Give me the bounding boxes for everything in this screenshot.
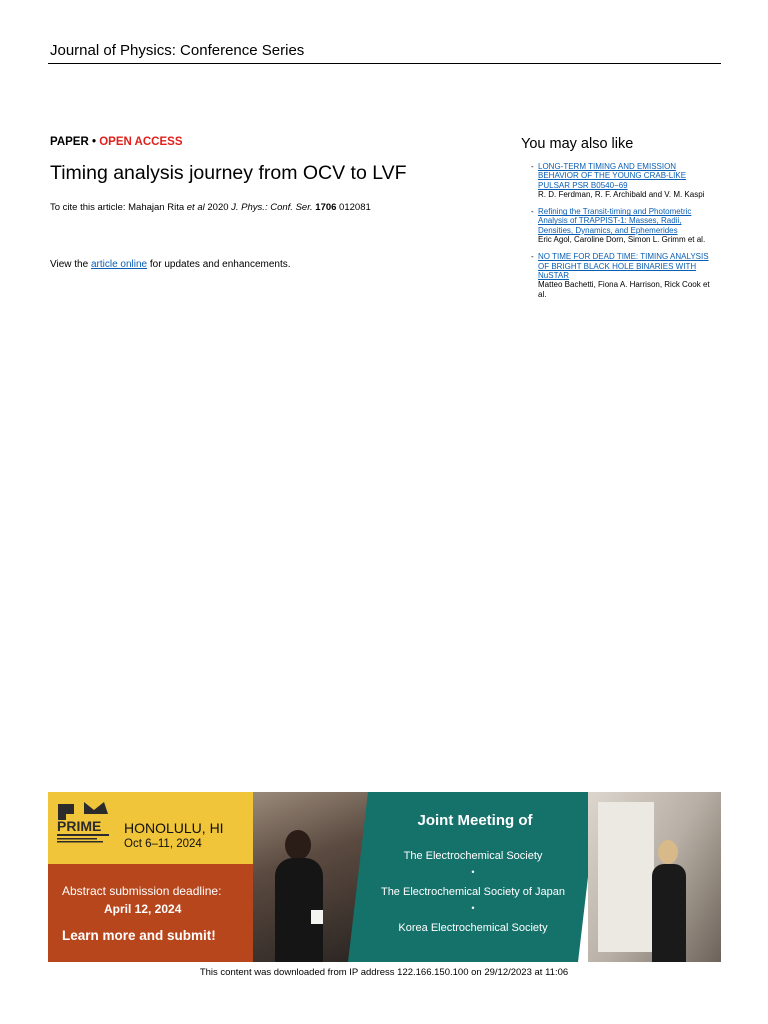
attendee-badge <box>311 910 323 924</box>
list-dash: - <box>531 162 534 171</box>
banner-deadline: April 12, 2024 <box>104 902 182 916</box>
view-online-line <box>50 259 291 270</box>
related-item-authors: Eric Agol, Caroline Dorn, Simon L. Grimm et al. <box>538 235 706 245</box>
cite-year: 2020 <box>204 202 232 213</box>
related-item-authors: Matteo Bachetti, Fiona A. Harrison, Rick Cook et al. <box>538 280 710 299</box>
banner-location: HONOLULU, HI <box>124 820 224 836</box>
article-title: Timing analysis journey from OCV to LVF <box>50 162 407 184</box>
header-rule <box>48 63 721 64</box>
view-suffix: for updates and enhancements. <box>147 259 291 270</box>
article-type-tag <box>50 136 183 148</box>
journal-name: Journal of Physics: Conference Series <box>50 42 305 59</box>
related-item-authors: R. D. Ferdman, R. F. Archibald and V. M. Kaspi <box>538 189 705 199</box>
related-item <box>531 252 718 299</box>
list-dash: - <box>531 207 534 217</box>
cite-page: 012081 <box>336 202 371 213</box>
related-list <box>531 162 718 307</box>
open-access-badge: OPEN ACCESS <box>99 136 183 148</box>
cite-prefix: To cite this article: Mahajan Rita <box>50 202 187 213</box>
presenter-body <box>652 864 686 962</box>
banner-bullet: • <box>471 903 475 913</box>
citation-line <box>50 202 371 213</box>
banner-cta[interactable]: Learn more and submit! <box>62 928 216 943</box>
banner-society-1: The Electrochemical Society <box>403 850 543 862</box>
list-dash: - <box>531 252 534 262</box>
related-item <box>531 162 718 199</box>
related-item-link[interactable]: Refining the Transit-timing and Photometric Analysis of TRAPPIST-1: Masses, Radii, Densities, Dynamics, and Ephemerides <box>538 207 692 235</box>
banner-society-2: The Electrochemical Society of Japan <box>380 886 566 898</box>
banner-dates: Oct 6–11, 2024 <box>124 838 202 850</box>
poster-board <box>598 802 654 952</box>
related-item-link[interactable]: NO TIME FOR DEAD TIME: TIMING ANALYSIS OF BRIGHT BLACK HOLE BINARIES WITH NuSTAR <box>538 252 709 280</box>
cite-volume: 1706 <box>315 202 337 213</box>
view-prefix: View the <box>50 259 91 270</box>
prime-logo-text: PRIME <box>57 818 102 834</box>
banner-photo-poster <box>588 792 721 962</box>
conference-ad-banner[interactable] <box>48 792 721 962</box>
banner-bullet: • <box>471 867 475 877</box>
download-footer: This content was downloaded from IP address 122.166.150.100 on 29/12/2023 at 11:06 <box>199 967 569 978</box>
related-heading: You may also like <box>521 136 634 152</box>
related-item <box>531 207 718 245</box>
related-item-link[interactable]: LONG-TERM TIMING AND EMISSION BEHAVIOR OF THE YOUNG CRAB-LIKE PULSAR PSR B0540−69 <box>538 162 687 190</box>
banner-society-3: Korea Electrochemical Society <box>398 922 548 934</box>
cite-journal: J. Phys.: Conf. Ser. <box>231 202 313 213</box>
cite-etal: et al <box>186 202 205 213</box>
banner-photo-attendee <box>253 792 368 962</box>
banner-abstract-label: Abstract submission deadline: <box>62 884 222 898</box>
attendee-figure <box>285 830 311 860</box>
tag-separator: • <box>88 136 100 148</box>
banner-joint-heading: Joint Meeting of <box>417 812 533 829</box>
prime-logo <box>54 800 112 846</box>
article-type: PAPER <box>50 136 89 148</box>
article-online-link[interactable]: article online <box>90 259 148 270</box>
presenter-figure <box>658 840 678 864</box>
